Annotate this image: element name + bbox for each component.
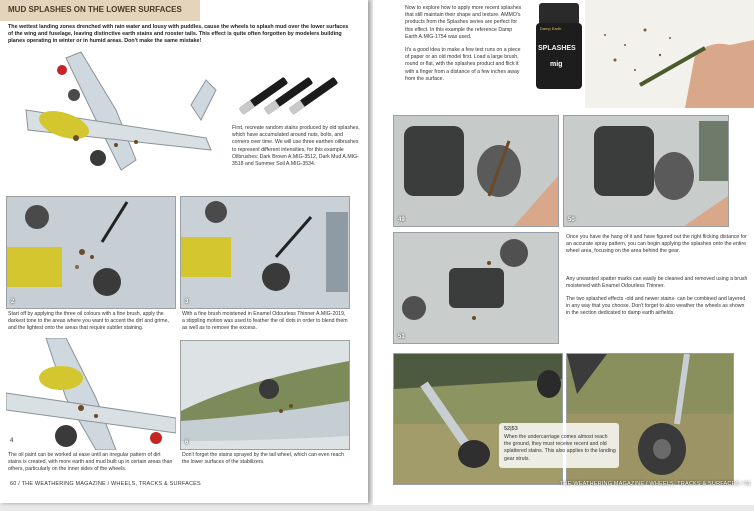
photo-number: 51: [398, 334, 405, 340]
photo-number: 4: [10, 438, 14, 444]
left-page: [0, 0, 368, 503]
jar-cap: [539, 3, 579, 25]
intro-paragraph: The wettest landing zones drenched with rain water and lousy with puddles, cause the wheels to splash mud over the lower surfaces of the wing and fuselage, leaving distinctive earth stains and rooster tails. This effect is quite often forgotten by modelers building planes operating in winter or in humid areas. Don't make the same mistake!: [8, 24, 349, 45]
jar-label-small: Damp Earth: [540, 26, 562, 31]
jar-body: [536, 23, 582, 89]
photo-number: 3: [185, 299, 189, 305]
photo-step-51: [393, 232, 559, 344]
oilbrush-tubes-image: [232, 58, 342, 118]
step-10-text: Any unwanted spatter marks can easily be cleaned and removed using a brush moistened with Enamel Odourless Thinner.: [566, 276, 748, 290]
step-4-text: The oil paint can be worked at ease until an irregular pattern of dirt stains is created, with more earth and mud built up in certain areas than others, particularly on the inner sides of the wheels.: [8, 452, 173, 473]
bubble-text: When the undercarriage comes almost reach the ground, they must receive recent and old splattered stains. This also applies to the landing gear struts.: [504, 434, 616, 462]
right-page: [373, 0, 754, 505]
step-1-text: First, recreate random stains produced by old splashes, which have accumulated around nuts, bolts, and corners over time. We will use three earthen oilbrushes to represent different intensities, for this example Oilbrushes: Dark Brown A.MIG-3512, Dark Mud A.MIG-3518 and Summer Soil A.MIG-3534.: [232, 125, 360, 168]
jar-brand: mig: [550, 61, 563, 68]
aircraft-underside-photo: [6, 50, 236, 188]
bubble-number: 52|53: [504, 426, 518, 432]
photo-number: 6: [185, 440, 189, 446]
photo-number: 2: [11, 299, 15, 305]
photo-number: 49: [398, 217, 405, 223]
photo-step-3: [180, 196, 350, 309]
splashes-jar: [536, 3, 582, 91]
step-2-text: Start off by applying the three oil colours with a fine brush, apply the darkest tone to the areas where you want to accent the dirt and grime, and the lightest onto the areas that require subtler staining.: [8, 311, 169, 332]
left-footer: 60 / THE WEATHERING MAGAZINE / WHEELS, TRACKS & SURFACES: [10, 481, 201, 487]
photo-hand-flicking-brush: [585, 0, 754, 108]
step-5-text: Don't forget the stains sprayed by the tail wheel, which can even reach the lower surfaces of the stabilizers.: [182, 452, 344, 466]
section-title: MUD SPLASHES ON THE LOWER SURFACES: [8, 5, 182, 14]
photo-step-50: [563, 115, 729, 227]
right-footer: THE WEATHERING MAGAZINE / WHEELS, TRACKS & SURFACES / 61: [560, 481, 751, 487]
step-7-text: Now to explore how to apply more recent splashes that still maintain their shape and texture. AMMO's products from the Splashes series are perfect for this effect. In this example the reference Damp Earth A.MIG-1754 was used.: [405, 5, 522, 40]
step-11-text: The two splashed effects -old and newer stains- can be combined and layered in any way that you choose. Don't forget to also weather the wheels as shown in the section dedicated to damp earth airfields.: [566, 296, 746, 317]
photo-step-4: [6, 338, 176, 450]
photo-step-2: [6, 196, 176, 309]
step-3-text: With a fine brush moistened in Enamel Odourless Thinner A.MIG-2019, a stippling motion was used to feather the oil dots in order to blend them as well as to remove the excess.: [182, 311, 348, 332]
photo-number: 50: [568, 217, 575, 223]
step-8-text: It's a good idea to make a few test runs on a piece of paper or an old model first. Load a large brush, round or flat, with the splashes product and flick it with a finger from a distance of a few inches away from the surface.: [405, 47, 521, 82]
jar-label-big: SPLASHES: [538, 45, 576, 52]
step-9-text: Once you have the hang of it and have figured out the right flicking distance for an accurate spray pattern, you can begin applying the splashes onto the entire wheel area, focusing on the area behind the gear.: [566, 234, 747, 255]
photo-step-5: [180, 340, 350, 450]
photo-step-49: [393, 115, 559, 227]
caption-bubble: [499, 423, 619, 468]
